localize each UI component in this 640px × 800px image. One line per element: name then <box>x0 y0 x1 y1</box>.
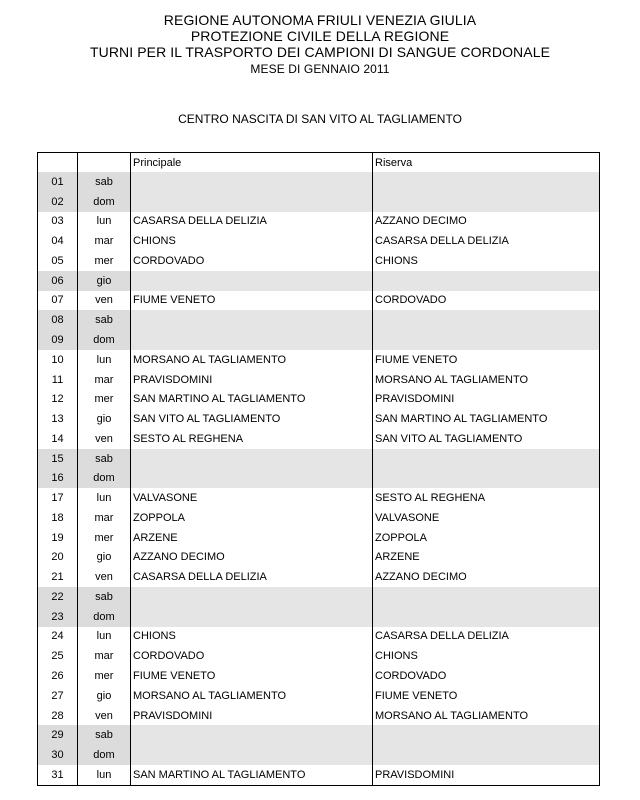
riserva-cell: SESTO AL REGHENA <box>373 488 600 508</box>
principale-cell: SAN MARTINO AL TAGLIAMENTO <box>131 765 373 785</box>
weekday-cell: mer <box>78 666 131 686</box>
table-row <box>38 725 600 745</box>
region-title: REGIONE AUTONOMA FRIULI VENEZIA GIULIA <box>163 12 477 28</box>
column-header-principale: Principale <box>131 153 373 173</box>
weekday-cell: sab <box>78 587 131 607</box>
weekday-cell: lun <box>78 350 131 370</box>
center-subtitle: CENTRO NASCITA DI SAN VITO AL TAGLIAMENTO <box>178 112 462 126</box>
principale-cell: SESTO AL REGHENA <box>131 429 373 449</box>
weekday-cell: sab <box>78 725 131 745</box>
table-row <box>38 765 600 785</box>
table-row <box>38 528 600 548</box>
table-row <box>38 291 600 311</box>
weekday-cell: gio <box>78 271 131 291</box>
table-row <box>38 646 600 666</box>
table-row <box>38 271 600 291</box>
riserva-cell: PRAVISDOMINI <box>373 765 600 785</box>
day-number-cell: 01 <box>38 172 78 192</box>
day-number-cell: 22 <box>38 587 78 607</box>
riserva-cell: AZZANO DECIMO <box>373 567 600 587</box>
principale-cell <box>131 745 373 765</box>
weekday-cell: sab <box>78 449 131 469</box>
riserva-cell: MORSANO AL TAGLIAMENTO <box>373 370 600 390</box>
day-number-cell: 12 <box>38 389 78 409</box>
principale-cell: AZZANO DECIMO <box>131 548 373 568</box>
weekday-cell: sab <box>78 310 131 330</box>
riserva-cell: CASARSA DELLA DELIZIA <box>373 627 600 647</box>
weekday-cell: mer <box>78 389 131 409</box>
table-row <box>38 212 600 232</box>
riserva-cell: AZZANO DECIMO <box>373 212 600 232</box>
column-header-riserva: Riserva <box>373 153 600 173</box>
weekday-cell: ven <box>78 291 131 311</box>
riserva-cell <box>373 607 600 627</box>
weekday-cell: mer <box>78 251 131 271</box>
principale-cell <box>131 587 373 607</box>
principale-cell <box>131 330 373 350</box>
principale-cell: CASARSA DELLA DELIZIA <box>131 212 373 232</box>
day-number-cell: 05 <box>38 251 78 271</box>
day-number-cell: 24 <box>38 627 78 647</box>
weekday-cell: dom <box>78 192 131 212</box>
riserva-cell: CORDOVADO <box>373 666 600 686</box>
weekday-cell: mer <box>78 528 131 548</box>
table-row <box>38 370 600 390</box>
riserva-cell: CHIONS <box>373 646 600 666</box>
principale-cell <box>131 271 373 291</box>
principale-cell: CHIONS <box>131 231 373 251</box>
day-number-cell: 20 <box>38 548 78 568</box>
weekday-cell: dom <box>78 607 131 627</box>
principale-cell: VALVASONE <box>131 488 373 508</box>
riserva-cell <box>373 330 600 350</box>
day-number-cell: 23 <box>38 607 78 627</box>
day-number-cell: 18 <box>38 508 78 528</box>
table-row <box>38 666 600 686</box>
principale-cell <box>131 449 373 469</box>
riserva-cell: CASARSA DELLA DELIZIA <box>373 231 600 251</box>
day-number-cell: 28 <box>38 706 78 726</box>
riserva-cell: CORDOVADO <box>373 291 600 311</box>
day-number-cell: 26 <box>38 666 78 686</box>
weekday-cell: ven <box>78 706 131 726</box>
weekday-cell: mar <box>78 231 131 251</box>
weekday-cell: gio <box>78 548 131 568</box>
table-row <box>38 686 600 706</box>
table-row <box>38 449 600 469</box>
riserva-cell <box>373 745 600 765</box>
table-row <box>38 310 600 330</box>
weekday-cell: mar <box>78 646 131 666</box>
riserva-cell: FIUME VENETO <box>373 686 600 706</box>
day-number-cell: 07 <box>38 291 78 311</box>
principale-cell: CORDOVADO <box>131 251 373 271</box>
day-number-cell: 31 <box>38 765 78 785</box>
table-row <box>38 409 600 429</box>
weekday-cell: lun <box>78 627 131 647</box>
shift-table <box>37 152 600 786</box>
principale-cell: FIUME VENETO <box>131 291 373 311</box>
riserva-cell: SAN MARTINO AL TAGLIAMENTO <box>373 409 600 429</box>
riserva-cell <box>373 310 600 330</box>
table-row <box>38 607 600 627</box>
table-row <box>38 488 600 508</box>
table-row <box>38 706 600 726</box>
day-number-cell: 09 <box>38 330 78 350</box>
weekday-cell: mar <box>78 508 131 528</box>
day-number-cell: 11 <box>38 370 78 390</box>
table-row <box>38 468 600 488</box>
day-number-cell: 16 <box>38 468 78 488</box>
principale-cell: MORSANO AL TAGLIAMENTO <box>131 686 373 706</box>
column-header-weekday <box>78 153 131 173</box>
day-number-cell: 04 <box>38 231 78 251</box>
day-number-cell: 13 <box>38 409 78 429</box>
riserva-cell <box>373 271 600 291</box>
principale-cell <box>131 468 373 488</box>
weekday-cell: lun <box>78 765 131 785</box>
table-row <box>38 350 600 370</box>
weekday-cell: sab <box>78 172 131 192</box>
weekday-cell: lun <box>78 212 131 232</box>
principale-cell: PRAVISDOMINI <box>131 706 373 726</box>
table-row <box>38 627 600 647</box>
table-row <box>38 231 600 251</box>
column-header-day-number <box>38 153 78 173</box>
riserva-cell <box>373 192 600 212</box>
principale-cell <box>131 310 373 330</box>
principale-cell <box>131 172 373 192</box>
weekday-cell: mar <box>78 370 131 390</box>
day-number-cell: 17 <box>38 488 78 508</box>
weekday-cell: gio <box>78 409 131 429</box>
table-row <box>38 587 600 607</box>
table-header-row <box>38 153 600 173</box>
month-title: MESE DI GENNAIO 2011 <box>250 62 390 76</box>
day-number-cell: 02 <box>38 192 78 212</box>
day-number-cell: 06 <box>38 271 78 291</box>
day-number-cell: 08 <box>38 310 78 330</box>
riserva-cell <box>373 468 600 488</box>
table-row <box>38 172 600 192</box>
day-number-cell: 21 <box>38 567 78 587</box>
day-number-cell: 10 <box>38 350 78 370</box>
table-body <box>38 172 600 785</box>
table-row <box>38 192 600 212</box>
day-number-cell: 30 <box>38 745 78 765</box>
riserva-cell: ARZENE <box>373 548 600 568</box>
table-row <box>38 745 600 765</box>
riserva-cell: ZOPPOLA <box>373 528 600 548</box>
table-row <box>38 251 600 271</box>
riserva-cell <box>373 587 600 607</box>
day-number-cell: 19 <box>38 528 78 548</box>
principale-cell: CHIONS <box>131 627 373 647</box>
weekday-cell: lun <box>78 488 131 508</box>
weekday-cell: dom <box>78 745 131 765</box>
riserva-cell <box>373 725 600 745</box>
weekday-cell: dom <box>78 330 131 350</box>
principale-cell: CASARSA DELLA DELIZIA <box>131 567 373 587</box>
weekday-cell: dom <box>78 468 131 488</box>
principale-cell <box>131 607 373 627</box>
riserva-cell: PRAVISDOMINI <box>373 389 600 409</box>
principale-cell: ARZENE <box>131 528 373 548</box>
table-row <box>38 508 600 528</box>
riserva-cell: SAN VITO AL TAGLIAMENTO <box>373 429 600 449</box>
principale-cell: CORDOVADO <box>131 646 373 666</box>
riserva-cell: CHIONS <box>373 251 600 271</box>
department-title: PROTEZIONE CIVILE DELLA REGIONE <box>190 28 450 44</box>
principale-cell <box>131 725 373 745</box>
principale-cell <box>131 192 373 212</box>
day-number-cell: 27 <box>38 686 78 706</box>
day-number-cell: 03 <box>38 212 78 232</box>
principale-cell: SAN MARTINO AL TAGLIAMENTO <box>131 389 373 409</box>
principale-cell: FIUME VENETO <box>131 666 373 686</box>
table-row <box>38 429 600 449</box>
table-row <box>38 567 600 587</box>
day-number-cell: 15 <box>38 449 78 469</box>
principale-cell: PRAVISDOMINI <box>131 370 373 390</box>
table-row <box>38 548 600 568</box>
table-row <box>38 389 600 409</box>
weekday-cell: gio <box>78 686 131 706</box>
principale-cell: MORSANO AL TAGLIAMENTO <box>131 350 373 370</box>
weekday-cell: ven <box>78 429 131 449</box>
weekday-cell: ven <box>78 567 131 587</box>
document-title: TURNI PER IL TRASPORTO DEI CAMPIONI DI SANGUE CORDONALE <box>89 44 551 60</box>
riserva-cell <box>373 449 600 469</box>
principale-cell: SAN VITO AL TAGLIAMENTO <box>131 409 373 429</box>
principale-cell: ZOPPOLA <box>131 508 373 528</box>
riserva-cell: VALVASONE <box>373 508 600 528</box>
table-row <box>38 330 600 350</box>
riserva-cell <box>373 172 600 192</box>
day-number-cell: 14 <box>38 429 78 449</box>
riserva-cell: MORSANO AL TAGLIAMENTO <box>373 706 600 726</box>
day-number-cell: 29 <box>38 725 78 745</box>
riserva-cell: FIUME VENETO <box>373 350 600 370</box>
day-number-cell: 25 <box>38 646 78 666</box>
